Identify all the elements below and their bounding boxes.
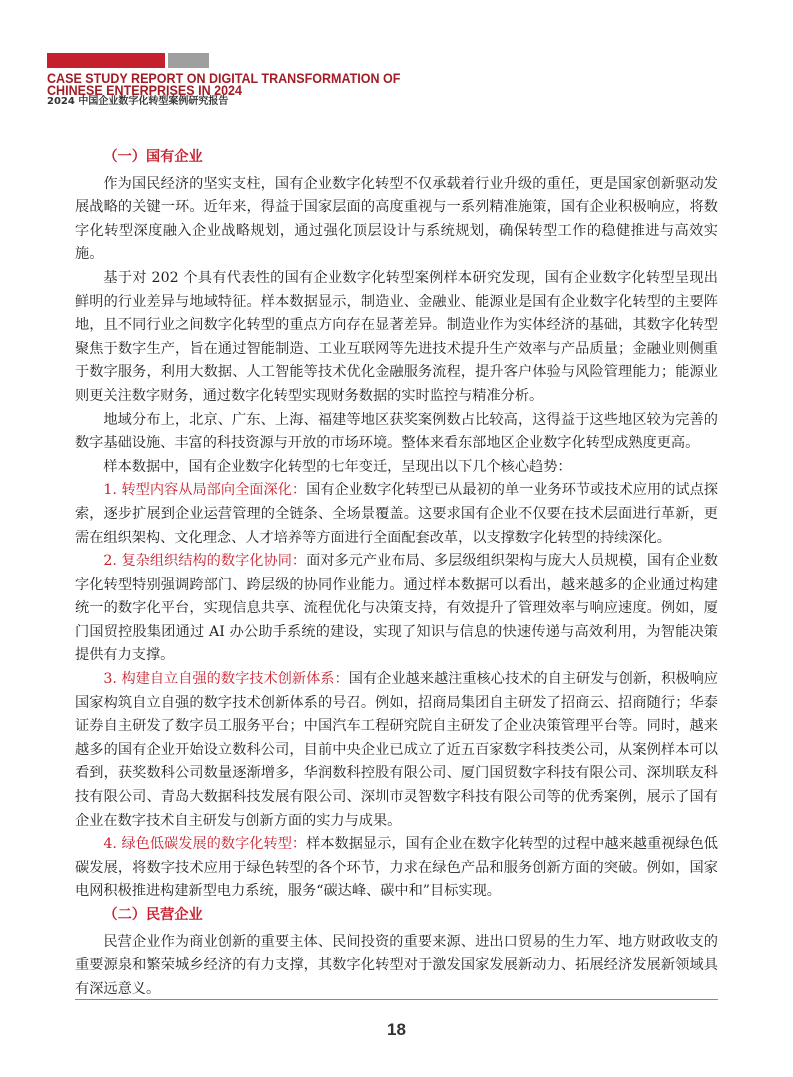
trend-item-text: 面对多元产业布局、多层级组织架构与庞大人员规模，国有企业数字化转型特别强调跨部门、跨层级的协同作业能力。通过样本数据可以看出，越来越多的企业通过构建统一的数字化平台，实现信息共享、流程优化与决策支持，有效提升了管理效率与响应速度。例如，厦门国贸控股集团通过 AI 办公助手系统的建设，实现了知识与信息的快速传递与高效利用，为智能决策提供有力支撑。 <box>75 553 718 664</box>
footer-divider <box>75 999 718 1000</box>
trend-item-label: 3. 构建自立自强的数字技术创新体系： <box>103 671 349 688</box>
trend-item <box>75 479 718 550</box>
report-title-english-line-2: CHINESE ENTERPRISES IN 2024 <box>47 82 242 98</box>
trend-item <box>75 833 718 904</box>
header-red-bar <box>47 53 165 68</box>
body-paragraph: 地域分布上，北京、广东、上海、福建等地区获奖案例数占比较高，这得益于这些地区较为完善的数字基础设施、丰富的科技资源与开放的市场环境。整体来看东部地区企业数字化转型成熟度更高。 <box>75 411 718 452</box>
page-number: 18 <box>387 1020 406 1039</box>
header-gray-bar <box>168 53 209 68</box>
trend-item-text: 样本数据显示，国有企业在数字化转型的过程中越来越重视绿色低碳发展，将数字技术应用于绿色转型的各个环节，力求在绿色产品和服务创新方面的突破。例如，国家电网积极推进构建新型电力系统，服务“碳达峰、碳中和”目标实现。 <box>75 836 718 900</box>
trend-item <box>75 668 718 833</box>
section-state-owned-enterprises <box>75 146 718 904</box>
trend-item-label: 2. 复杂组织结构的数字化协同： <box>103 553 307 570</box>
trend-item <box>75 550 718 668</box>
trend-item-label: 1. 转型内容从局部向全面深化： <box>103 482 307 499</box>
report-title-chinese: 2024 中国企业数字化转型案例研究报告 <box>47 96 229 107</box>
body-paragraph: 基于对 202 个具有代表性的国有企业数字化转型案例样本研究发现，国有企业数字化转型呈现出鲜明的行业差异与地域特征。样本数据显示，制造业、金融业、能源业是国有企业数字化转型的主要阵地，且不同行业之间数字化转型的重点方向存在显著差异。制造业作为实体经济的基础，其数字化转型聚焦于数字生产，旨在通过智能制造、工业互联网等先进技术提升生产效率与产品质量；金融业则侧重于数字服务，利用大数据、人工智能等技术优化金融服务流程，提升客户体验与风险管理能力；能源业则更关注数字财务，通过数字化转型实现财务数据的实时监控与精准分析。 <box>75 269 718 404</box>
body-paragraph: 民营企业作为商业创新的重要主体、民间投资的重要来源、进出口贸易的生力军、地方财政收支的重要源泉和繁荣城乡经济的有力支撑，其数字化转型对于激发国家发展新动力、拓展经济发展新领域具有深远意义。 <box>75 933 718 997</box>
body-paragraph: 作为国民经济的坚实支柱，国有企业数字化转型不仅承载着行业升级的重任，更是国家创新驱动发展战略的关键一环。近年来，得益于国家层面的高度重视与一系列精准施策，国有企业积极响应，将数字化转型深度融入企业战略规划，通过强化顶层设计与系统规划，确保转型工作的稳健推进与高效实施。 <box>75 175 718 263</box>
section-heading: （一）国有企业 <box>103 149 203 165</box>
body-paragraph: 样本数据中，国有企业数字化转型的七年变迁，呈现出以下几个核心趋势： <box>103 458 572 475</box>
trend-item-label: 4. 绿色低碳发展的数字化转型： <box>103 836 307 853</box>
trend-item-text: 国有企业越来越注重核心技术的自主研发与创新，积极响应国家构筑自立自强的数字技术创新体系的号召。例如，招商局集团自主研发了招商云、招商随行；华泰证券自主研发了数字员工服务平台；中国汽车工程研究院自主研发了企业决策管理平台等。同时，越来越多的国有企业开始设立数科公司，目前中央企业已成立了近五百家数字科技类公司，从案例样本可以看到，获奖数科公司数量逐渐增多，华润数科控股有限公司、厦门国贸数字科技有限公司、深圳联友科技有限公司、青岛大数据科技发展有限公司、深圳市灵智数字科技有限公司等的优秀案例，展示了国有企业在数字技术自主研发与创新方面的实力与成果。 <box>75 671 718 829</box>
trend-item-text: 国有企业数字化转型已从最初的单一业务环节或技术应用的试点探索，逐步扩展到企业运营管理的全链条、全场景覆盖。这要求国有企业不仅要在技术层面进行革新，更需在组织架构、文化理念、人才培养等方面进行全面配套改革，以支撑数字化转型的持续深化。 <box>75 482 718 546</box>
section-heading: （二）民营企业 <box>103 907 203 923</box>
report-title-english <box>47 72 400 96</box>
section-private-enterprises <box>75 904 718 1001</box>
page-body <box>75 146 718 1001</box>
report-title-english-line-1: CASE STUDY REPORT ON DIGITAL TRANSFORMATION OF <box>47 70 401 86</box>
